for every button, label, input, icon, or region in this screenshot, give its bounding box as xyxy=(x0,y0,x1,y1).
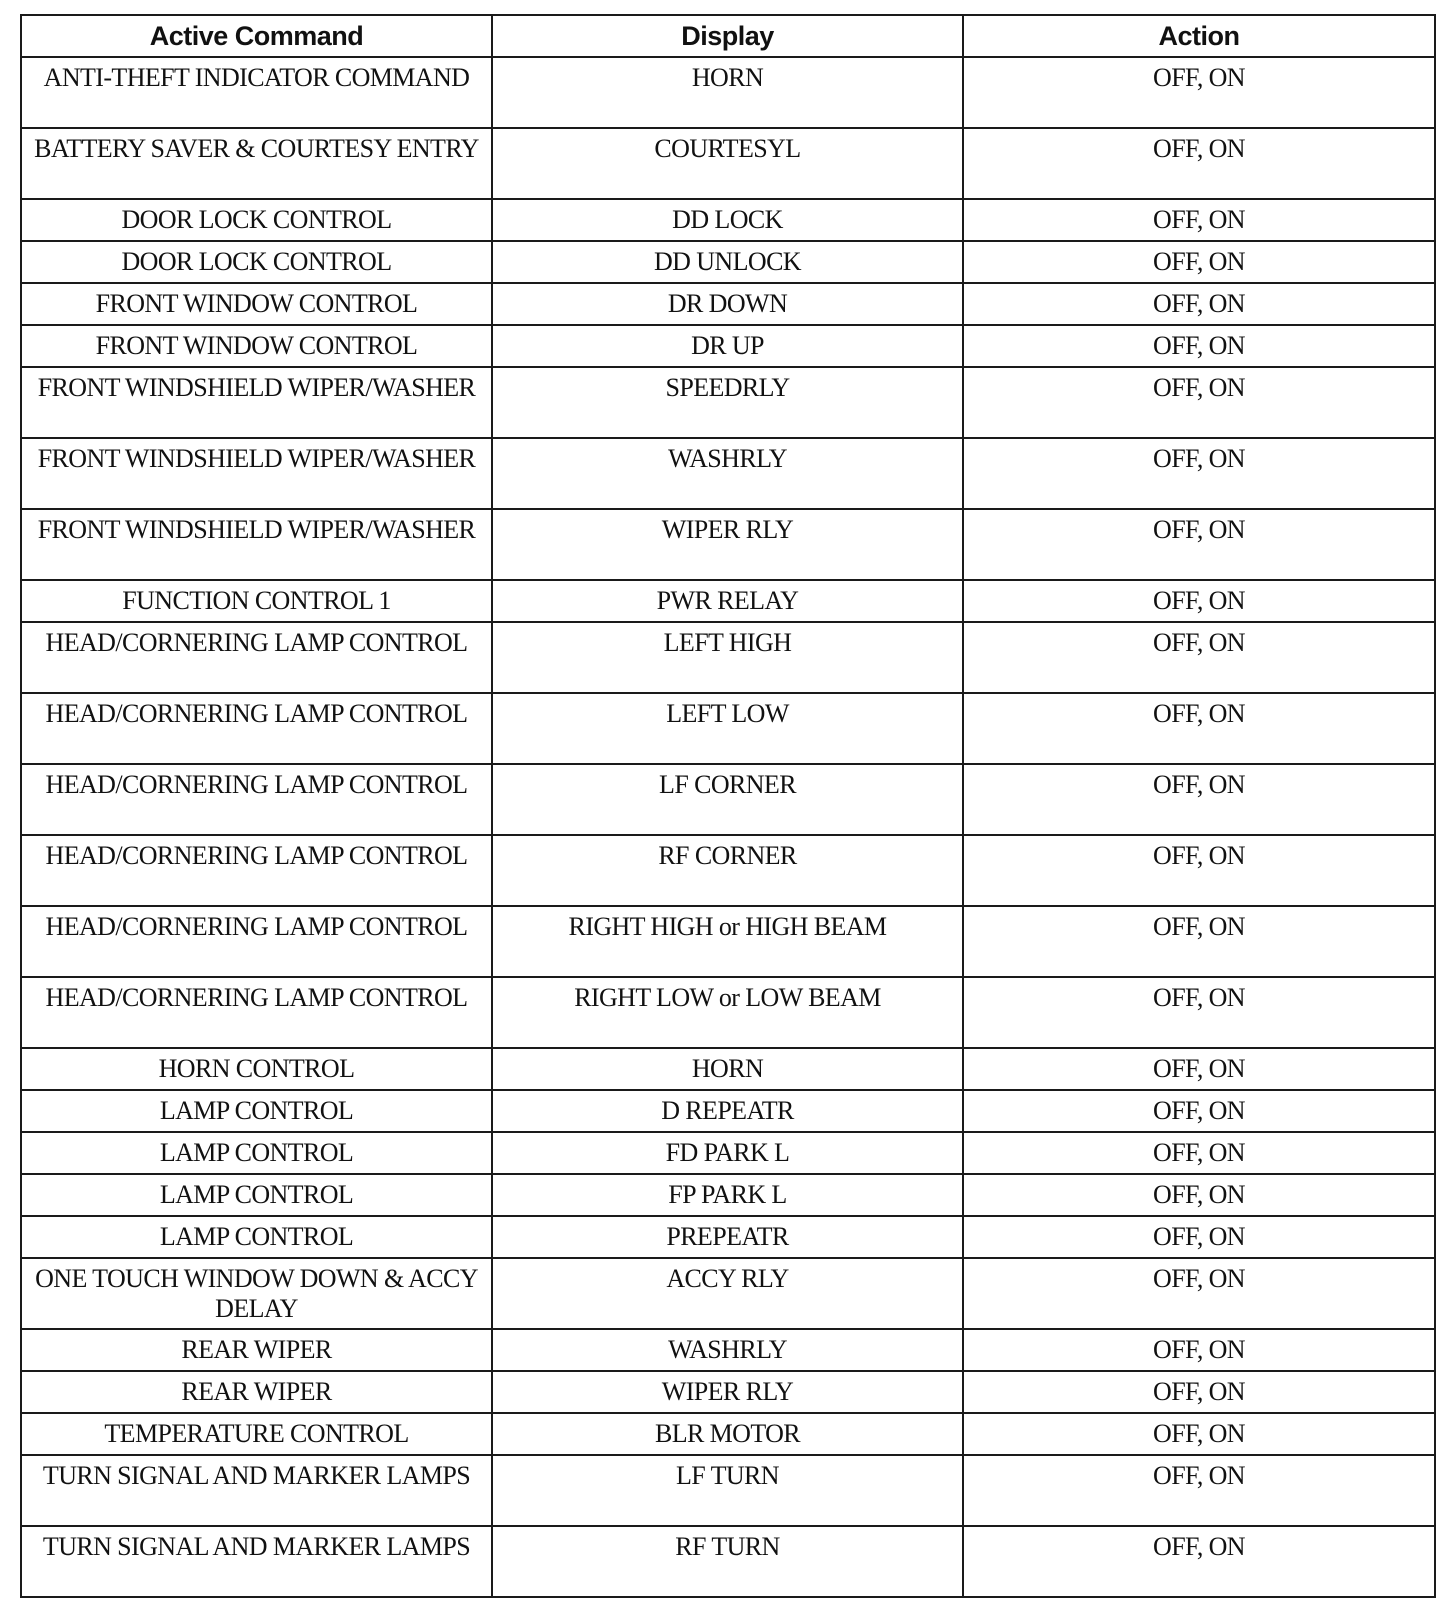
display-cell: LEFT LOW xyxy=(492,693,963,764)
action-cell: OFF, ON xyxy=(963,241,1435,283)
display-cell: DD LOCK xyxy=(492,199,963,241)
action-cell: OFF, ON xyxy=(963,1216,1435,1258)
command-cell: DOOR LOCK CONTROL xyxy=(21,199,492,241)
command-cell: TURN SIGNAL AND MARKER LAMPS xyxy=(21,1455,492,1526)
action-cell: OFF, ON xyxy=(963,1413,1435,1455)
command-cell: REAR WIPER xyxy=(21,1371,492,1413)
command-cell: HORN CONTROL xyxy=(21,1048,492,1090)
action-cell: OFF, ON xyxy=(963,906,1435,977)
display-cell: ACCY RLY xyxy=(492,1258,963,1329)
action-cell: OFF, ON xyxy=(963,764,1435,835)
display-cell: RIGHT LOW or LOW BEAM xyxy=(492,977,963,1048)
action-cell: OFF, ON xyxy=(963,367,1435,438)
header-active-command: Active Command xyxy=(21,15,492,57)
display-cell: LF CORNER xyxy=(492,764,963,835)
command-cell: HEAD/CORNERING LAMP CONTROL xyxy=(21,693,492,764)
table-row xyxy=(21,1216,1435,1258)
header-display: Display xyxy=(492,15,963,57)
command-cell: FUNCTION CONTROL 1 xyxy=(21,580,492,622)
command-cell: HEAD/CORNERING LAMP CONTROL xyxy=(21,622,492,693)
command-cell: LAMP CONTROL xyxy=(21,1174,492,1216)
table-row xyxy=(21,367,1435,438)
table-row xyxy=(21,1258,1435,1329)
header-action: Action xyxy=(963,15,1435,57)
active-command-table xyxy=(20,14,1436,1598)
command-cell: REAR WIPER xyxy=(21,1329,492,1371)
action-cell: OFF, ON xyxy=(963,1526,1435,1597)
table-row xyxy=(21,1090,1435,1132)
action-cell: OFF, ON xyxy=(963,283,1435,325)
table-row xyxy=(21,1132,1435,1174)
display-cell: WIPER RLY xyxy=(492,1371,963,1413)
display-cell: WASHRLY xyxy=(492,438,963,509)
command-cell: ANTI-THEFT INDICATOR COMMAND xyxy=(21,57,492,128)
action-cell: OFF, ON xyxy=(963,438,1435,509)
display-cell: SPEEDRLY xyxy=(492,367,963,438)
display-cell: FD PARK L xyxy=(492,1132,963,1174)
action-cell: OFF, ON xyxy=(963,1048,1435,1090)
display-cell: PREPEATR xyxy=(492,1216,963,1258)
action-cell: OFF, ON xyxy=(963,977,1435,1048)
action-cell: OFF, ON xyxy=(963,1174,1435,1216)
table-row xyxy=(21,438,1435,509)
table-row xyxy=(21,128,1435,199)
action-cell: OFF, ON xyxy=(963,57,1435,128)
table-row xyxy=(21,764,1435,835)
table-row xyxy=(21,622,1435,693)
action-cell: OFF, ON xyxy=(963,1329,1435,1371)
table-row xyxy=(21,1455,1435,1526)
command-cell: LAMP CONTROL xyxy=(21,1216,492,1258)
display-cell: D REPEATR xyxy=(492,1090,963,1132)
action-cell: OFF, ON xyxy=(963,128,1435,199)
table-row xyxy=(21,906,1435,977)
command-cell: HEAD/CORNERING LAMP CONTROL xyxy=(21,764,492,835)
command-cell: LAMP CONTROL xyxy=(21,1132,492,1174)
display-cell: RIGHT HIGH or HIGH BEAM xyxy=(492,906,963,977)
action-cell: OFF, ON xyxy=(963,580,1435,622)
display-cell: DR DOWN xyxy=(492,283,963,325)
command-cell: BATTERY SAVER & COURTESY ENTRY xyxy=(21,128,492,199)
table-row xyxy=(21,509,1435,580)
display-cell: FP PARK L xyxy=(492,1174,963,1216)
action-cell: OFF, ON xyxy=(963,835,1435,906)
display-cell: HORN xyxy=(492,1048,963,1090)
command-cell: FRONT WINDOW CONTROL xyxy=(21,325,492,367)
command-cell: TEMPERATURE CONTROL xyxy=(21,1413,492,1455)
display-cell: WIPER RLY xyxy=(492,509,963,580)
table-row xyxy=(21,693,1435,764)
display-cell: LF TURN xyxy=(492,1455,963,1526)
action-cell: OFF, ON xyxy=(963,1258,1435,1329)
action-cell: OFF, ON xyxy=(963,325,1435,367)
table-row xyxy=(21,977,1435,1048)
display-cell: WASHRLY xyxy=(492,1329,963,1371)
table-row xyxy=(21,283,1435,325)
command-cell: TURN SIGNAL AND MARKER LAMPS xyxy=(21,1526,492,1597)
command-cell: DOOR LOCK CONTROL xyxy=(21,241,492,283)
display-cell: DR UP xyxy=(492,325,963,367)
action-cell: OFF, ON xyxy=(963,622,1435,693)
display-cell: RF CORNER xyxy=(492,835,963,906)
command-cell: LAMP CONTROL xyxy=(21,1090,492,1132)
table-row xyxy=(21,199,1435,241)
table-row xyxy=(21,241,1435,283)
table-row xyxy=(21,1329,1435,1371)
table-row xyxy=(21,580,1435,622)
action-cell: OFF, ON xyxy=(963,1371,1435,1413)
action-cell: OFF, ON xyxy=(963,1132,1435,1174)
display-cell: BLR MOTOR xyxy=(492,1413,963,1455)
table-row xyxy=(21,1371,1435,1413)
command-cell: HEAD/CORNERING LAMP CONTROL xyxy=(21,906,492,977)
action-cell: OFF, ON xyxy=(963,1090,1435,1132)
table-row xyxy=(21,57,1435,128)
command-cell: HEAD/CORNERING LAMP CONTROL xyxy=(21,977,492,1048)
display-cell: DD UNLOCK xyxy=(492,241,963,283)
table-row xyxy=(21,1413,1435,1455)
table-row xyxy=(21,1174,1435,1216)
display-cell: LEFT HIGH xyxy=(492,622,963,693)
command-cell: FRONT WINDSHIELD WIPER/WASHER xyxy=(21,367,492,438)
display-cell: RF TURN xyxy=(492,1526,963,1597)
action-cell: OFF, ON xyxy=(963,1455,1435,1526)
table-row xyxy=(21,835,1435,906)
table-row xyxy=(21,1048,1435,1090)
command-cell: FRONT WINDOW CONTROL xyxy=(21,283,492,325)
display-cell: HORN xyxy=(492,57,963,128)
command-cell: ONE TOUCH WINDOW DOWN & ACCY DELAY xyxy=(21,1258,492,1329)
table-row xyxy=(21,325,1435,367)
display-cell: COURTESYL xyxy=(492,128,963,199)
action-cell: OFF, ON xyxy=(963,509,1435,580)
action-cell: OFF, ON xyxy=(963,693,1435,764)
command-cell: FRONT WINDSHIELD WIPER/WASHER xyxy=(21,509,492,580)
display-cell: PWR RELAY xyxy=(492,580,963,622)
command-cell: FRONT WINDSHIELD WIPER/WASHER xyxy=(21,438,492,509)
action-cell: OFF, ON xyxy=(963,199,1435,241)
header-row xyxy=(21,15,1435,57)
command-cell: HEAD/CORNERING LAMP CONTROL xyxy=(21,835,492,906)
table-row xyxy=(21,1526,1435,1597)
